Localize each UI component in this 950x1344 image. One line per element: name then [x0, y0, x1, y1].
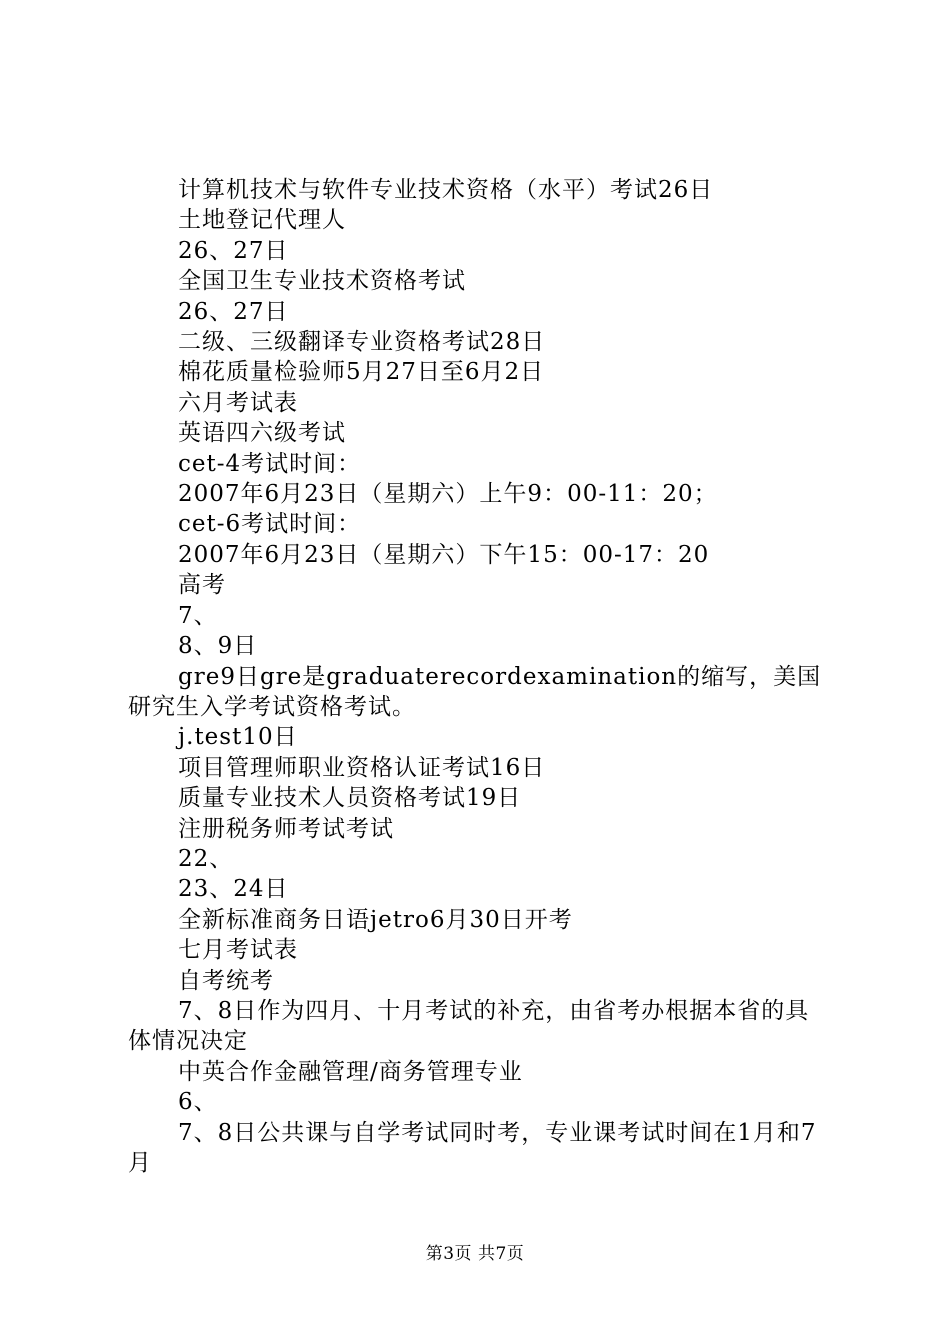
paragraph: cet-6考试时间：: [178, 511, 362, 538]
paragraph: 质量专业技术人员资格考试19日: [178, 785, 522, 812]
document-body: [128, 175, 833, 1178]
paragraph: 26、27日: [178, 298, 289, 325]
paragraph: gre9日gre是graduaterecordexamination的缩写，美国研究生入学考试资格考试。: [128, 663, 822, 720]
paragraph: j.test10日: [178, 724, 298, 751]
page-footer: 第3页 共7页: [425, 1244, 525, 1264]
paragraph: 高考: [178, 572, 226, 599]
paragraph: 8、9日: [178, 633, 258, 660]
paragraph: 英语四六级考试: [178, 420, 346, 447]
paragraph: 全国卫生专业技术资格考试: [178, 268, 466, 295]
paragraph: 土地登记代理人: [178, 207, 346, 234]
paragraph: 棉花质量检验师5月27日至6月2日: [178, 359, 545, 386]
paragraph: 23、24日: [178, 876, 289, 903]
paragraph: 自考统考: [178, 967, 274, 994]
paragraph: 2007年6月23日（星期六）上午9：00-11：20；: [178, 481, 718, 508]
paragraph: 22、: [178, 845, 234, 872]
paragraph: 26、27日: [178, 237, 289, 264]
paragraph: 2007年6月23日（星期六）下午15：00-17：20: [178, 541, 710, 568]
paragraph: 注册税务师考试考试: [178, 815, 394, 842]
paragraph: 6、: [178, 1089, 218, 1116]
paragraph: 六月考试表: [178, 389, 298, 416]
paragraph: 二级、三级翻译专业资格考试28日: [178, 329, 546, 356]
paragraph: 计算机技术与软件专业技术资格（水平）考试26日: [178, 177, 714, 203]
paragraph: 7、8日公共课与自学考试同时考，专业课考试时间在1月和7月: [128, 1119, 817, 1176]
paragraph: 7、: [178, 602, 218, 629]
paragraph: 七月考试表: [178, 937, 298, 964]
paragraph: 中英合作金融管理/商务管理专业: [178, 1058, 523, 1085]
paragraph: cet-4考试时间：: [178, 450, 362, 477]
paragraph: 项目管理师职业资格认证考试16日: [178, 754, 546, 781]
paragraph: 全新标准商务日语jetro6月30日开考: [178, 906, 573, 933]
paragraph: 7、8日作为四月、十月考试的补充，由省考办根据本省的具体情况决定: [128, 997, 810, 1055]
